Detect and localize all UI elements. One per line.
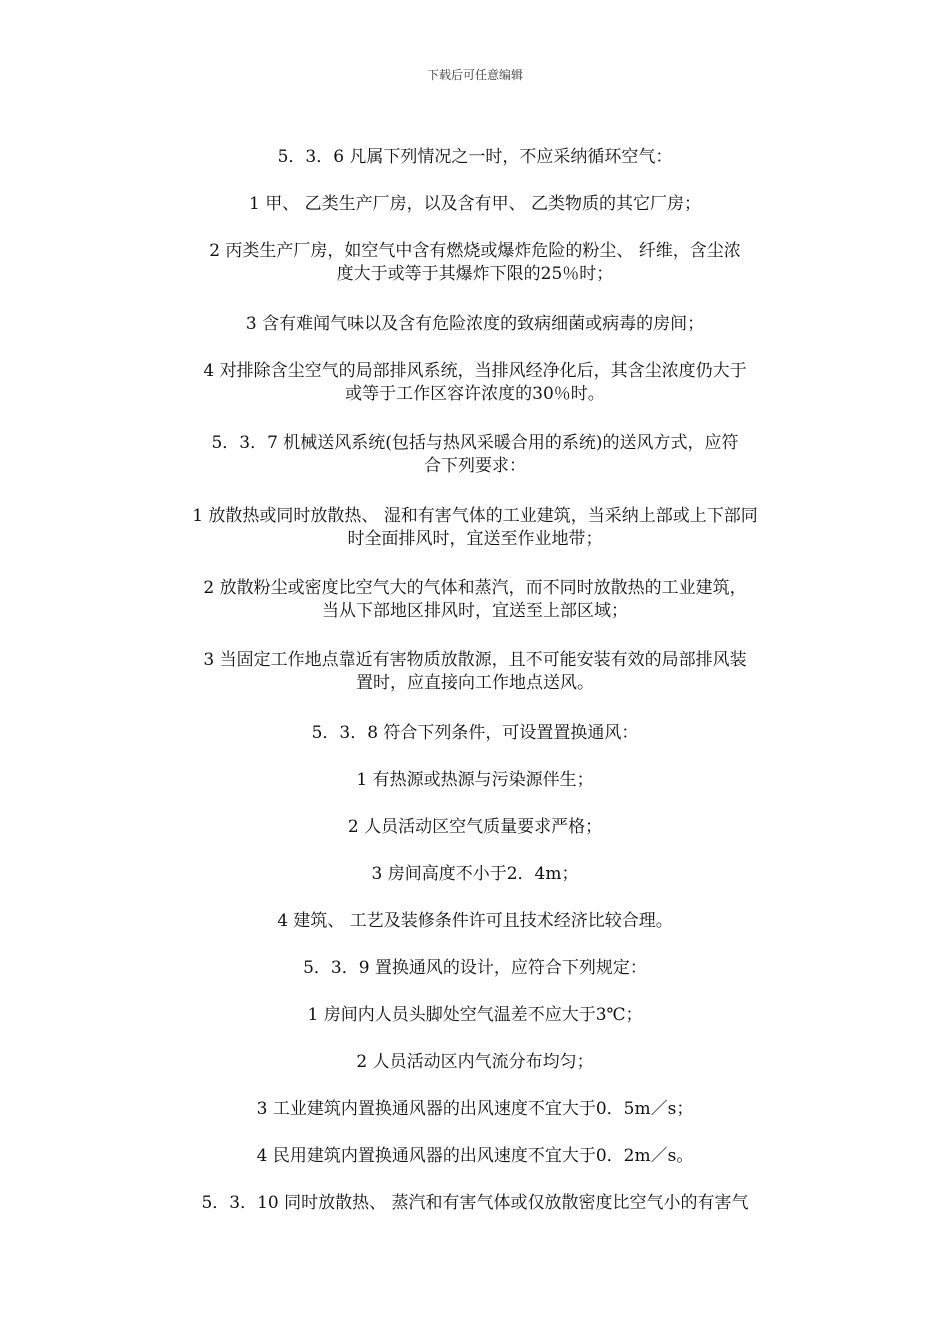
clause-5-3-8: 5．3．8 符合下列条件，可设置置换通风：: [311, 723, 639, 743]
clause-5-3-7: 5．3．7 机械送风系统(包括与热风采暖合用的系统)的送风方式，应符 合下列要求：: [211, 433, 739, 476]
list-item-5-3-8-1: 1 有热源或热源与污染源伴生；: [356, 770, 594, 790]
list-item-5-3-7-2: 2 放散粉尘或密度比空气大的气体和蒸汽，而不同时放散热的工业建筑， 当从下部地区排风时，宜送至上部区域；: [203, 578, 747, 621]
list-item-5-3-9-2: 2 人员活动区内气流分布均匀；: [356, 1052, 594, 1072]
list-item-5-3-8-4: 4 建筑、 工艺及装修条件许可且技术经济比较合理。: [277, 911, 673, 931]
clause-5-3-10: 5．3．10 同时放散热、 蒸汽和有害气体或仅放散密度比空气小的有害气: [201, 1193, 749, 1213]
list-item-5-3-6-4: 4 对排除含尘空气的局部排风系统，当排风经净化后，其含尘浓度仍大于 或等于工作区容许浓度的30％时。: [203, 361, 747, 404]
list-item-5-3-6-1: 1 甲、 乙类生产厂房，以及含有甲、 乙类物质的其它厂房；: [248, 194, 702, 214]
list-item-5-3-8-2: 2 人员活动区空气质量要求严格；: [347, 817, 603, 837]
clause-5-3-9: 5．3．9 置换通风的设计，应符合下列规定：: [303, 958, 647, 978]
list-item-5-3-6-3: 3 含有难闻气味以及含有危险浓度的致病细菌或病毒的房间；: [245, 314, 705, 334]
list-item-5-3-9-3: 3 工业建筑内置换通风器的出风速度不宜大于0．5m／s；: [256, 1099, 694, 1119]
list-item-5-3-8-3: 3 房间高度不小于2．4m；: [371, 864, 579, 884]
list-item-5-3-9-4: 4 民用建筑内置换通风器的出风速度不宜大于0．2m／s。: [256, 1146, 694, 1166]
list-item-5-3-7-3: 3 当固定工作地点靠近有害物质放散源，且不可能安装有效的局部排风装 置时，应直接向工作地点送风。: [203, 650, 747, 693]
clause-5-3-6: 5．3．6 凡属下列情况之一时，不应采纳循环空气：: [277, 147, 673, 167]
list-item-5-3-9-1: 1 房间内人员头脚处空气温差不应大于3℃；: [307, 1005, 643, 1025]
list-item-5-3-6-2: 2 丙类生产厂房，如空气中含有燃烧或爆炸危险的粉尘、 纤维，含尘浓 度大于或等于其爆炸下限的25％时；: [209, 241, 741, 284]
list-item-5-3-7-1: 1 放散热或同时放散热、 湿和有害气体的工业建筑，当采纳上部或上下部同 时全面排风时，宜送至作业地带；: [192, 506, 758, 549]
page-header-note: 下载后可任意编辑: [426, 68, 523, 82]
